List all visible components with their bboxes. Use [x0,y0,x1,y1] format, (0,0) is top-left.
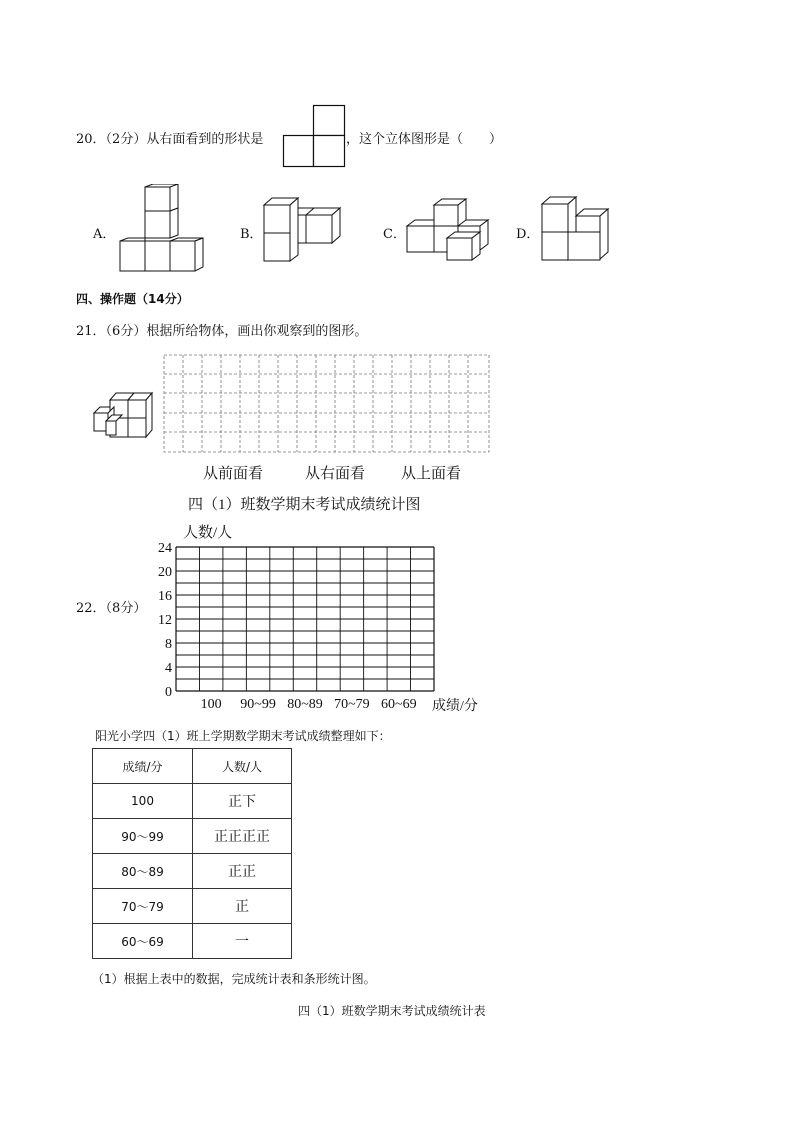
chart-xlabel: 成绩/分 [432,699,478,714]
q22-number: 22． [76,601,106,616]
q22-line [76,597,146,616]
table-header-row [93,749,292,784]
table-cell-score: 60～69 [93,924,193,959]
q21-view-label-right: 从右面看 [305,466,366,482]
table-row [93,924,292,959]
table-cell-tally: 正正正正 [193,819,292,854]
table-cell-tally: 正下 [193,784,292,819]
q22-table-caption: 四（1）班数学期末考试成绩统计表 [298,1004,486,1018]
table-header-score: 成绩/分 [93,749,193,784]
chart-ytick-label: 20 [158,565,172,580]
table-cell-score: 70～79 [93,889,193,924]
chart-xtick-label: 70~79 [334,697,370,712]
q22-intro: 阳光小学四（1）班上学期数学期末考试成绩整理如下： [95,729,391,743]
q20-text-before: 从右面看到的形状是 [146,132,264,147]
chart-ytick-label: 0 [165,685,172,700]
q20-line [76,128,263,147]
q20-option-c-label: C． [383,227,406,242]
q21-view-label-front: 从前面看 [203,466,264,482]
q20-option-d-figure [540,196,612,262]
q21-text: 根据所给物体，画出你观察到的图形。 [146,324,368,339]
table-row [93,819,292,854]
tally-table [92,748,292,959]
q20-right-view-shape [282,104,346,168]
q20-option-a-figure [118,184,208,274]
chart-xtick-label: 60~69 [381,697,417,712]
chart-xtick-label: 90~99 [240,697,276,712]
q20-option-b-label: B． [240,227,263,242]
q21-view-label-top: 从上面看 [401,466,462,482]
chart-ytick-label: 12 [158,613,172,628]
q21-line [76,320,367,339]
table-header-count: 人数/人 [193,749,292,784]
q20-score: （2分） [105,132,147,147]
q20-text-after: ，这个立体图形是（ ） [346,132,503,147]
chart-xtick-label: 80~89 [287,697,323,712]
chart-ytick-label: 24 [158,541,172,556]
table-row [93,854,292,889]
chart-ytick-label: 16 [158,589,172,604]
chart-xtick-label: 100 [200,697,222,712]
q20-option-c-figure [404,198,490,262]
q22-score: （8分） [105,601,147,616]
table-cell-tally: 正正 [193,854,292,889]
table-cell-tally: 正 [193,889,292,924]
q20-option-d-label: D． [516,227,540,242]
table-cell-tally: 一 [193,924,292,959]
bar-chart [150,540,490,720]
q20-option-b-figure [262,197,344,263]
section4-title: 四、操作题（14分） [76,292,189,306]
chart-title: 四（1）班数学期末考试成绩统计图 [188,497,421,513]
chart-ylabel: 人数/人 [183,525,233,541]
q21-number: 21． [76,324,106,339]
q20-number: 20． [76,132,106,147]
table-row [93,784,292,819]
chart-ytick-label: 4 [165,661,172,676]
table-cell-score: 100 [93,784,193,819]
chart-ytick-label: 8 [165,637,172,652]
q21-drawing-grid [163,354,491,454]
q21-score: （6分） [105,324,147,339]
q21-object-figure [92,390,156,440]
q20-option-a-label: A． [93,227,116,242]
q22-sub1: （1）根据上表中的数据，完成统计表和条形统计图。 [92,972,376,986]
table-cell-score: 90～99 [93,819,193,854]
table-row [93,889,292,924]
table-cell-score: 80～89 [93,854,193,889]
